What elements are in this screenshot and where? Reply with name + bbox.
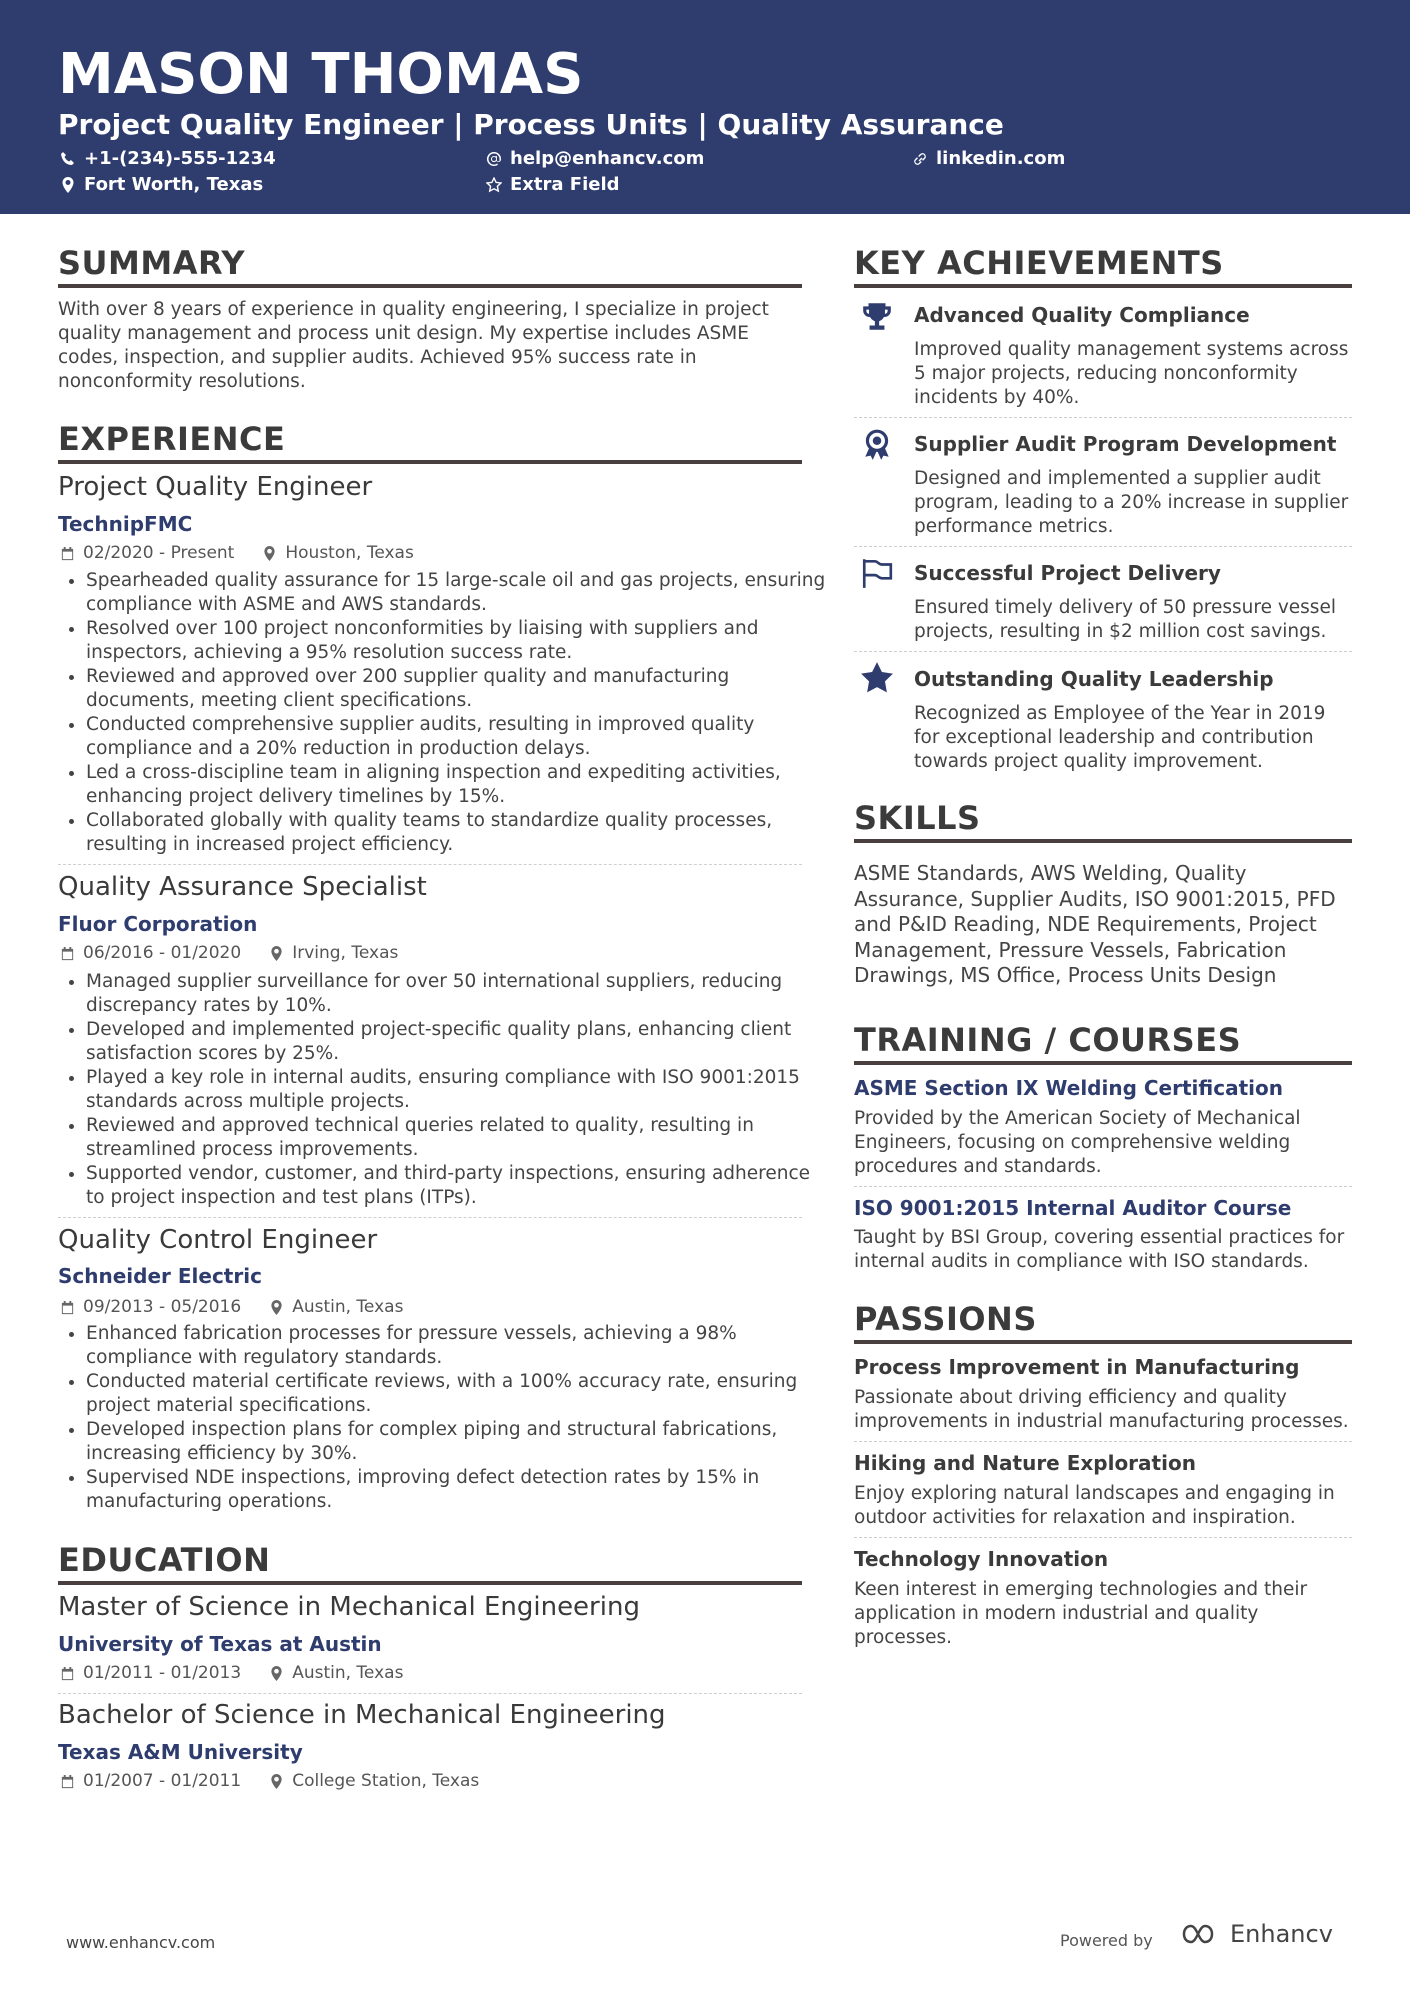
job-company: Schneider Electric [58,1264,262,1288]
job-company: Fluor Corporation [58,912,258,936]
contact-phone: +1-(234)-555-1234 [60,148,276,169]
summary-heading: SUMMARY [58,244,802,288]
achievement-title: Outstanding Quality Leadership [914,667,1274,691]
list-item: • Led a cross-discipline team in aligning inspection and expediting activities, enhancing project delivery timelines by 15%. [86,761,826,809]
calendar-icon [60,1666,75,1681]
calendar-icon [60,546,75,561]
star-outline-icon [486,177,502,193]
list-item: • Spearheaded quality assurance for 15 large-scale oil and gas projects, ensuring compliance with ASME and AWS standards. [86,569,826,617]
enhancv-logo[interactable]: Enhancv [1180,1920,1333,1948]
job-company: TechnipFMC [58,512,193,536]
list-item: • Conducted comprehensive supplier audits, resulting in improved quality compliance and a 20% reduction in production delays. [86,713,826,761]
job-meta: 02/2020 - Present Houston, Texas [60,543,414,563]
candidate-headline: Project Quality Engineer | Process Units | Quality Assurance [58,108,1004,141]
divider [854,1441,1352,1442]
ribbon-icon [860,428,894,462]
star-icon [860,661,894,695]
course-title: ISO 9001:2015 Internal Auditor Course [854,1196,1292,1220]
divider [854,651,1352,652]
list-item: • Resolved over 100 project nonconformities by liaising with suppliers and inspectors, achieving a 95% resolution success rate. [86,617,826,665]
list-item: • Enhanced fabrication processes for pressure vessels, achieving a 98% compliance with regulatory standards. [86,1322,826,1370]
passion-title: Hiking and Nature Exploration [854,1451,1196,1475]
education-degree: Master of Science in Mechanical Engineering [58,1592,640,1622]
training-heading: TRAINING / COURSES [854,1021,1352,1065]
flag-icon [860,556,894,590]
job-meta: 06/2016 - 01/2020 Irving, Texas [60,943,398,963]
education-meta: 01/2007 - 01/2011 College Station, Texas [60,1771,479,1791]
footer-website[interactable]: www.enhancv.com [66,1933,216,1952]
job-meta: 09/2013 - 05/2016 Austin, Texas [60,1297,403,1317]
list-item: • Managed supplier surveillance for over 50 international suppliers, reducing discrepancy rates by 10%. [86,970,826,1018]
calendar-icon [60,1300,75,1315]
skills-heading: SKILLS [854,799,1352,843]
education-meta: 01/2011 - 01/2013 Austin, Texas [60,1663,403,1683]
education-degree: Bachelor of Science in Mechanical Engineering [58,1700,666,1730]
contact-link[interactable]: linkedin.com [912,148,1065,169]
candidate-name: MASON THOMAS [58,42,584,107]
achievement-title: Supplier Audit Program Development [914,432,1337,456]
list-item: • Reviewed and approved technical queries related to quality, resulting in streamlined process improvements. [86,1114,826,1162]
divider [58,1217,802,1218]
job-bullets [58,569,826,857]
skills-text: ASME Standards, AWS Welding, Quality Assurance, Supplier Audits, ISO 9001:2015, PFD and P&ID Reading, NDE Requirements, Project Management, Pressure Vessels, Fabrication Drawings, MS Office, Process Units Design [854,861,1336,987]
enhancv-logo-icon [1180,1921,1224,1947]
list-item: • Conducted material certificate reviews, with a 100% accuracy rate, ensuring project material specifications. [86,1370,826,1418]
location-pin-icon [269,1300,284,1315]
contact-email[interactable]: help@enhancv.com [486,148,704,169]
achievement-text: Recognized as Employee of the Year in 2019 for exceptional leadership and contribution towards project quality improvement. [914,703,1326,772]
passion-text: Enjoy exploring natural landscapes and engaging in outdoor activities for relaxation and inspiration. [854,1483,1335,1528]
divider [58,1693,802,1694]
education-heading: EDUCATION [58,1541,802,1585]
footer-powered-by: Powered by [1060,1931,1153,1950]
list-item: • Developed and implemented project-specific quality plans, enhancing client satisfaction scores by 25%. [86,1018,826,1066]
job-role: Quality Assurance Specialist [58,872,427,902]
achievement-text: Designed and implemented a supplier audit program, leading to a 20% increase in supplier performance metrics. [914,468,1349,537]
location-pin-icon [269,1774,284,1789]
passion-title: Technology Innovation [854,1547,1109,1571]
location-pin-icon [269,946,284,961]
list-item: • Supported vendor, customer, and third-party inspections, ensuring adherence to project inspection and test plans (ITPs). [86,1162,826,1210]
calendar-icon [60,1774,75,1789]
job-bullets [58,1322,826,1514]
education-school: Texas A&M University [58,1740,303,1764]
list-item: • Collaborated globally with quality teams to standardize quality processes, resulting in increased project efficiency. [86,809,826,857]
divider [854,1186,1352,1187]
divider [58,864,802,865]
job-role: Quality Control Engineer [58,1225,378,1255]
passion-text: Passionate about driving efficiency and quality improvements in industrial manufacturing processes. [854,1387,1349,1432]
location-pin-icon [269,1666,284,1681]
education-school: University of Texas at Austin [58,1632,382,1656]
resume-header [0,0,1410,214]
divider [854,546,1352,547]
divider [854,1537,1352,1538]
passion-text: Keen interest in emerging technologies and their application in modern industrial and quality processes. [854,1579,1308,1648]
job-role: Project Quality Engineer [58,472,373,502]
phone-icon [60,151,76,167]
contact-extra: Extra Field [486,174,620,195]
job-bullets [58,970,826,1210]
course-text: Taught by BSI Group, covering essential practices for internal audits in compliance with ISO standards. [854,1227,1345,1272]
passions-heading: PASSIONS [854,1300,1352,1344]
calendar-icon [60,946,75,961]
passion-title: Process Improvement in Manufacturing [854,1355,1300,1379]
achievement-title: Successful Project Delivery [914,561,1221,585]
list-item: • Supervised NDE inspections, improving defect detection rates by 15% in manufacturing operations. [86,1466,826,1514]
course-text: Provided by the American Society of Mechanical Engineers, focusing on comprehensive welding procedures and standards. [854,1108,1301,1177]
summary-text: With over 8 years of experience in quality engineering, I specialize in project quality management and process unit design. My expertise includes ASME codes, inspection, and supplier audits. Achieved 95% success rate in nonconformity resolutions. [58,299,769,392]
experience-heading: EXPERIENCE [58,420,802,464]
list-item: • Developed inspection plans for complex piping and structural fabrications, increasing efficiency by 30%. [86,1418,826,1466]
achievements-heading: KEY ACHIEVEMENTS [854,244,1352,288]
achievement-text: Ensured timely delivery of 50 pressure vessel projects, resulting in $2 million cost savings. [914,597,1336,642]
contact-location: Fort Worth, Texas [60,174,263,195]
at-icon [486,151,502,167]
list-item: • Reviewed and approved over 200 supplier quality and manufacturing documents, meeting client specifications. [86,665,826,713]
link-icon [912,151,928,167]
divider [854,417,1352,418]
achievement-text: Improved quality management systems across 5 major projects, reducing nonconformity incidents by 40%. [914,339,1349,408]
location-pin-icon [60,177,76,193]
course-title: ASME Section IX Welding Certification [854,1076,1283,1100]
achievement-title: Advanced Quality Compliance [914,303,1250,327]
location-pin-icon [262,546,277,561]
trophy-icon [860,300,894,334]
list-item: • Played a key role in internal audits, ensuring compliance with ISO 9001:2015 standards across multiple projects. [86,1066,826,1114]
